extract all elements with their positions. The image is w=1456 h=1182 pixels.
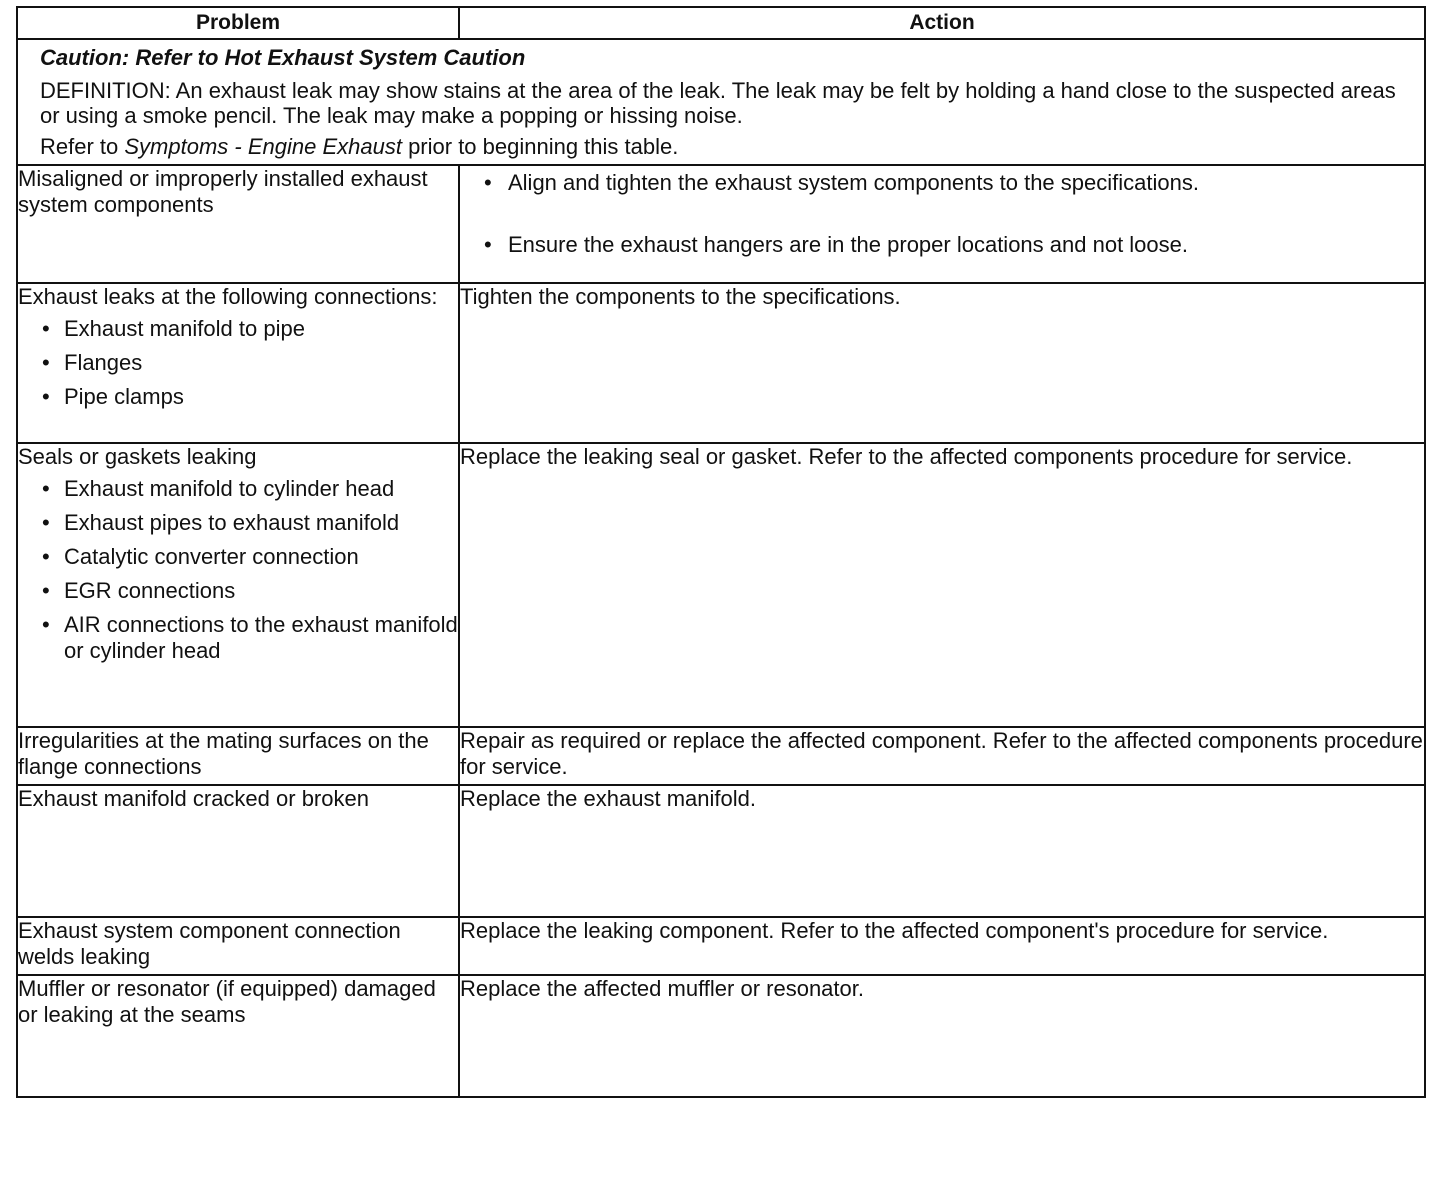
action-item: • Align and tighten the exhaust system components to the specifications. [484, 170, 1424, 196]
table-row [17, 727, 1425, 785]
definition-text: DEFINITION: An exhaust leak may show stains at the area of the leak. The leak may be felt by holding a hand close to the suspected areas or using a smoke pencil. The leak may make a popping or hissing noise. [40, 78, 1396, 128]
problem-cell: Misaligned or improperly installed exhaust system components [17, 165, 459, 283]
refer-prefix: Refer to [40, 134, 125, 159]
intro-cell [17, 39, 1425, 165]
problem-cell: Exhaust system component connection welds leaking [17, 917, 459, 975]
problem-item: • AIR connections to the exhaust manifold or cylinder head [42, 612, 458, 664]
problem-item: • Flanges [42, 350, 458, 376]
table-row [17, 975, 1425, 1097]
action-cell: Replace the affected muffler or resonator. [459, 975, 1425, 1097]
refer-text [40, 134, 1402, 160]
table-row [17, 443, 1425, 727]
problem-column-header: Problem [17, 7, 459, 39]
action-column-header: Action [459, 7, 1425, 39]
problem-cell [17, 443, 459, 727]
problem-text: Exhaust leaks at the following connections: [18, 284, 438, 309]
refer-suffix: prior to beginning this table. [401, 134, 679, 159]
problem-list [18, 316, 458, 410]
problem-item: • Exhaust manifold to cylinder head [42, 476, 458, 502]
problem-cell: Irregularities at the mating surfaces on the flange connections [17, 727, 459, 785]
problem-list [18, 476, 458, 664]
action-item: • Ensure the exhaust hangers are in the proper locations and not loose. [484, 232, 1424, 258]
table-row [17, 785, 1425, 917]
action-cell: Repair as required or replace the affected component. Refer to the affected components procedure for service. [459, 727, 1425, 785]
problem-item: • Pipe clamps [42, 384, 458, 410]
diagnostic-table [16, 6, 1426, 1098]
action-cell: Replace the exhaust manifold. [459, 785, 1425, 917]
table-row [17, 283, 1425, 443]
table-row [17, 917, 1425, 975]
problem-item: • EGR connections [42, 578, 458, 604]
action-cell: Tighten the components to the specifications. [459, 283, 1425, 443]
problem-cell: Exhaust manifold cracked or broken [17, 785, 459, 917]
problem-item: • Exhaust pipes to exhaust manifold [42, 510, 458, 536]
action-cell: Replace the leaking seal or gasket. Refer to the affected components procedure for service. [459, 443, 1425, 727]
caution-note: Caution: Refer to Hot Exhaust System Caution [40, 45, 526, 70]
intro-row [17, 39, 1425, 165]
action-list [460, 170, 1424, 258]
action-cell [459, 165, 1425, 283]
problem-item: • Exhaust manifold to pipe [42, 316, 458, 342]
problem-text: Seals or gaskets leaking [18, 444, 257, 469]
table-row [17, 165, 1425, 283]
action-cell: Replace the leaking component. Refer to the affected component's procedure for service. [459, 917, 1425, 975]
refer-link: Symptoms - Engine Exhaust [124, 134, 402, 159]
problem-item: • Catalytic converter connection [42, 544, 458, 570]
problem-cell: Muffler or resonator (if equipped) damaged or leaking at the seams [17, 975, 459, 1097]
table-header-row [17, 7, 1425, 39]
problem-cell [17, 283, 459, 443]
